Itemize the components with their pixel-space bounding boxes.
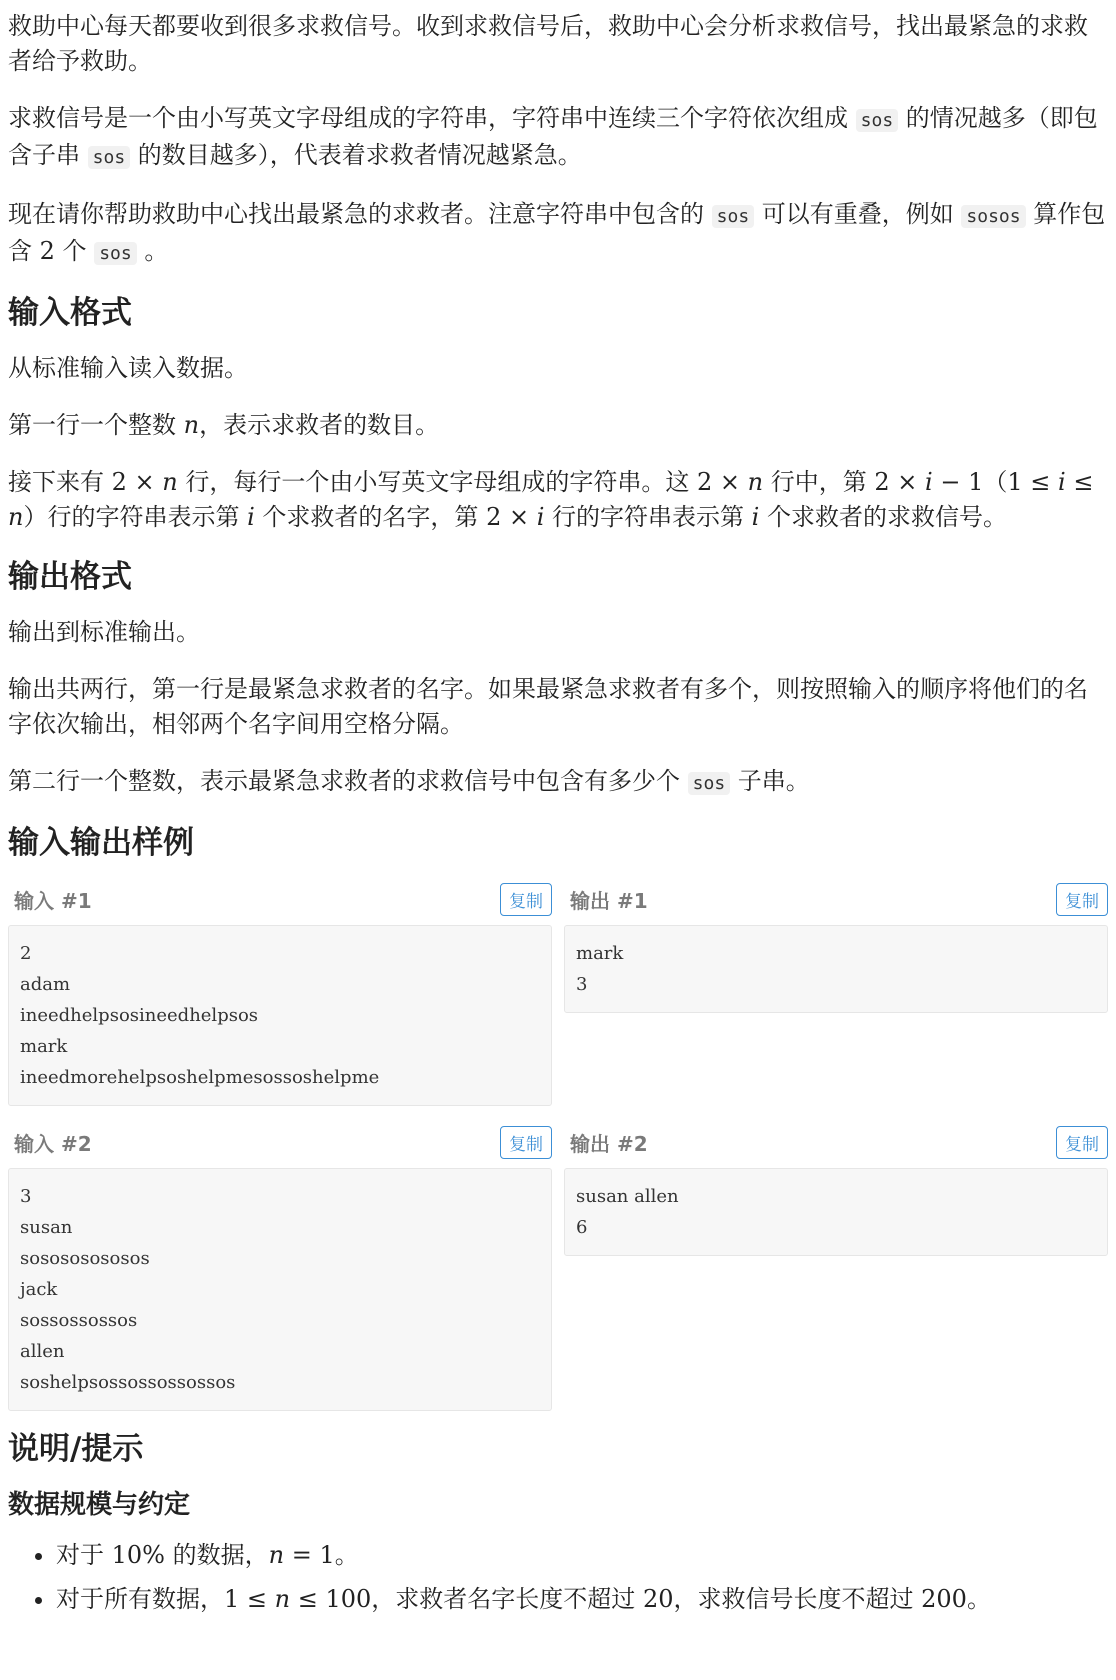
list-item: [56, 1537, 1108, 1573]
input-format-paragraph-1: [8, 351, 1108, 386]
hint-heading: 说明/提示: [8, 1431, 144, 1467]
sample-title: 输入 #2: [14, 1131, 92, 1156]
inline-code: sos: [88, 146, 131, 169]
math-expression: = 1: [284, 1541, 335, 1569]
sample-output-2: [564, 1124, 1108, 1411]
samples-section: [8, 881, 1108, 1411]
description-paragraph-1: [8, 9, 1108, 79]
output-format-text: 输出共两行，第一行是最紧急求救者的名字。如果最紧急求救者有多个，则按照输入的顺序将他们的名字依次输出，相邻两个名字间用空格分隔。: [8, 675, 1088, 738]
math-expression: 2 ×: [697, 468, 748, 496]
math-expression: ≤: [1065, 468, 1094, 496]
input-format-text: 第一行一个整数: [8, 411, 184, 439]
sample-header: [8, 881, 552, 917]
math-expression: 2 ×: [111, 468, 163, 496]
output-format-text: 输出到标准输出。: [8, 618, 200, 646]
sample-input-code[interactable]: 3 susan sosososososos jack sossossossos allen soshelpsossossossossos: [8, 1168, 552, 1411]
math-variable: n: [8, 503, 24, 531]
math-expression: 1 ≤: [1007, 468, 1058, 496]
input-format-text: 个求救者的求救信号。: [759, 503, 1007, 531]
constraint-text: 。: [334, 1541, 359, 1569]
copy-button[interactable]: 复制: [1056, 883, 1108, 916]
description-text: 个: [54, 237, 95, 265]
inline-code: sos: [688, 772, 731, 795]
input-format-text: 行，每行一个由小写英文字母组成的字符串。这: [177, 468, 698, 496]
inline-code: sos: [712, 205, 755, 228]
sample-output-code[interactable]: susan allen 6: [564, 1168, 1108, 1256]
output-format-paragraph-3: [8, 764, 1108, 801]
description-text: 可以有重叠，例如: [754, 200, 962, 228]
description-text: 求救信号是一个由小写英文字母组成的字符串，字符串中连续三个字符依次组成: [8, 104, 856, 132]
copy-button[interactable]: 复制: [1056, 1126, 1108, 1159]
math-expression: 2 ×: [874, 468, 926, 496]
input-format-text: ，表示求救者的数目。: [199, 411, 440, 439]
list-item: [56, 1581, 1108, 1617]
samples-heading: 输入输出样例: [8, 825, 194, 861]
math-expression: 20: [642, 1585, 674, 1613]
constraint-text: 的数据，: [164, 1541, 269, 1569]
output-format-text: 第二行一个整数，表示最紧急求救者的求救信号中包含有多少个: [8, 767, 688, 795]
sample-title: 输出 #1: [570, 888, 648, 913]
constraint-text: ，求救者名字长度不超过: [371, 1585, 643, 1613]
math-variable: i: [925, 468, 933, 496]
constraint-text: ，求救信号长度不超过: [673, 1585, 922, 1613]
math-variable: n: [268, 1541, 285, 1569]
math-number: 2: [39, 237, 55, 265]
math-expression: 1 ≤: [224, 1585, 275, 1613]
constraint-text: 对于: [56, 1541, 112, 1569]
sample-output-1: [564, 881, 1108, 1106]
sample-input-1: [8, 881, 552, 1106]
math-expression: − 1: [932, 468, 984, 496]
sample-output-code[interactable]: mark 3: [564, 925, 1108, 1013]
input-format-text: 个求救者的名字，第: [254, 503, 487, 531]
math-variable: i: [751, 503, 760, 531]
description-text: 算作包含: [8, 200, 1106, 265]
math-variable: n: [747, 468, 764, 496]
input-format-paragraph-2: [8, 408, 1108, 443]
inline-code: sos: [856, 109, 899, 132]
math-variable: i: [247, 503, 255, 531]
math-expression: 10%: [111, 1541, 165, 1569]
input-format-text: 接下来有: [8, 468, 112, 496]
input-format-text: 行中，第: [763, 468, 875, 496]
math-variable: n: [183, 411, 200, 439]
math-expression: 2 ×: [486, 503, 537, 531]
sample-row-2: [8, 1124, 1108, 1411]
problem-statement: [0, 9, 1116, 1617]
description-paragraph-3: [8, 197, 1108, 271]
sample-title: 输入 #1: [14, 888, 92, 913]
input-format-text: ）行的字符串表示第: [23, 503, 248, 531]
sample-input-code[interactable]: 2 adam ineedhelpsosineedhelpsos mark ineedmorehelpsoshelpmesossoshelpme: [8, 925, 552, 1106]
constraints-list: [8, 1537, 1108, 1617]
constraint-text: 对于所有数据，: [56, 1585, 224, 1613]
math-variable: i: [1058, 468, 1066, 496]
math-variable: n: [274, 1585, 291, 1613]
input-format-paragraph-3: [8, 465, 1108, 535]
input-format-heading: 输入格式: [8, 295, 132, 331]
input-format-text: 从标准输入读入数据。: [8, 354, 248, 382]
output-format-text: 子串。: [730, 767, 810, 795]
math-expression: ≤ 100: [290, 1585, 372, 1613]
math-variable: i: [536, 503, 545, 531]
description-text: 救助中心每天都要收到很多求救信号。收到求救信号后，救助中心会分析求救信号，找出最紧急的求救者给予救助。: [8, 12, 1088, 75]
sample-title: 输出 #2: [570, 1131, 648, 1156]
copy-button[interactable]: 复制: [500, 1126, 552, 1159]
copy-button[interactable]: 复制: [500, 883, 552, 916]
output-format-paragraph-2: [8, 672, 1108, 742]
math-variable: n: [162, 468, 178, 496]
description-text: 现在请你帮助救助中心找出最紧急的求救者。注意字符串中包含的: [8, 200, 712, 228]
output-format-paragraph-1: [8, 615, 1108, 650]
sample-header: [8, 1124, 552, 1160]
sample-header: [564, 1124, 1108, 1160]
math-expression: 200: [921, 1585, 967, 1613]
description-paragraph-2: [8, 101, 1108, 175]
input-format-text: （: [983, 468, 1008, 496]
output-format-heading: 输出格式: [8, 559, 132, 595]
description-text: 的情况越多（即包含子串: [8, 104, 1098, 169]
constraint-text: 。: [966, 1585, 991, 1613]
constraints-heading: 数据规模与约定: [8, 1490, 191, 1520]
description-text: 的数目越多），代表着求救者情况越紧急。: [130, 141, 582, 169]
inline-code: sosos: [961, 205, 1025, 228]
description-text: 。: [136, 237, 169, 265]
input-format-text: 行的字符串表示第: [544, 503, 752, 531]
sample-header: [564, 881, 1108, 917]
inline-code: sos: [94, 242, 137, 265]
sample-row-1: [8, 881, 1108, 1106]
sample-input-2: [8, 1124, 552, 1411]
